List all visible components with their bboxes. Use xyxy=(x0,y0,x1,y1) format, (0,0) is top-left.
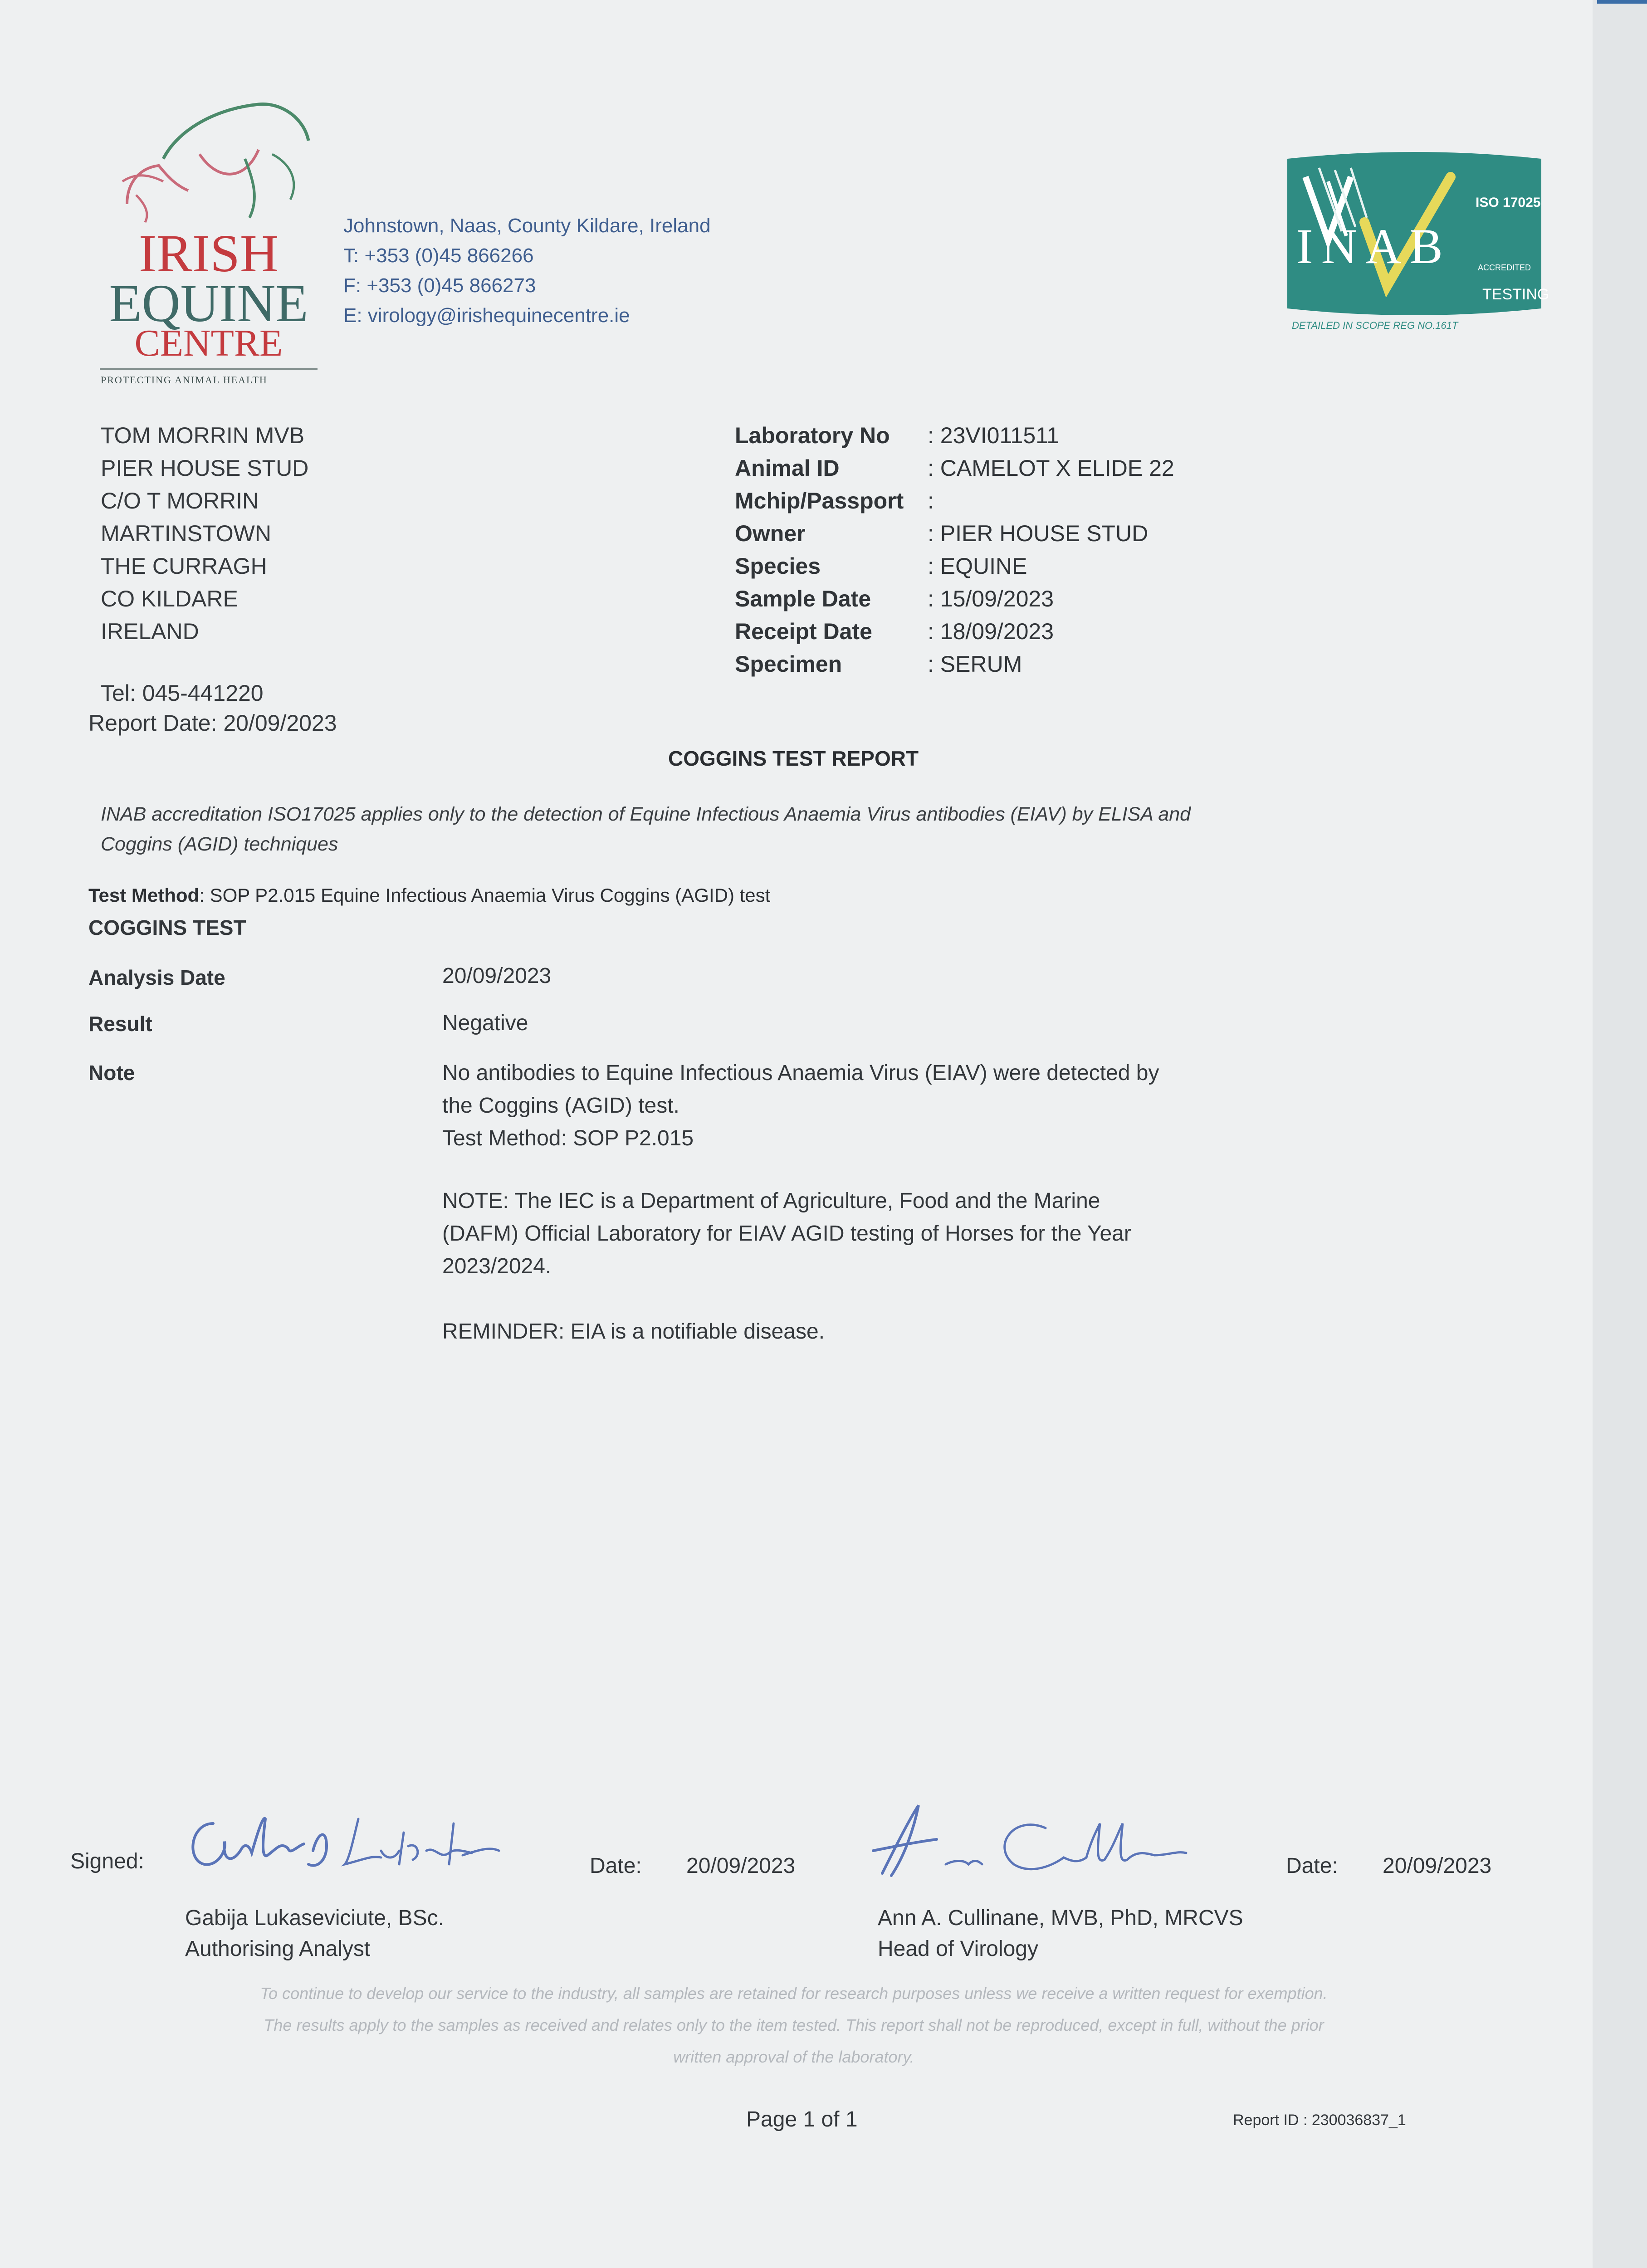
logo-tagline: PROTECTING ANIMAL HEALTH xyxy=(101,374,268,386)
dafm-note xyxy=(442,1185,1131,1283)
lab-label: Species xyxy=(735,553,821,579)
head-name: Ann A. Cullinane, MVB, PhD, MRCVS xyxy=(878,1906,1243,1930)
lab-value: : xyxy=(928,488,934,513)
logo-word-equine: EQUINE xyxy=(109,274,308,333)
report-id: Report ID : 230036837_1 xyxy=(1233,2112,1406,2129)
recipient-address xyxy=(101,419,308,648)
test-method-label: Test Method xyxy=(88,885,200,906)
page-number: Page 1 of 1 xyxy=(746,2107,858,2131)
analyst-signature xyxy=(181,1796,508,1887)
contact-address: Johnstown, Naas, County Kildare, Ireland xyxy=(343,215,711,237)
address-line: CO KILDARE xyxy=(101,586,238,611)
note-line: No antibodies to Equine Infectious Anaemia Virus (EIAV) were detected by xyxy=(442,1061,1159,1085)
contact-block xyxy=(343,211,711,331)
contact-fax: F: +353 (0)45 866273 xyxy=(343,274,536,297)
lab-label: Specimen xyxy=(735,651,842,677)
analyst-role: Authorising Analyst xyxy=(185,1937,371,1961)
address-line: THE CURRAGH xyxy=(101,553,267,579)
head-name-block xyxy=(878,1903,1243,1965)
accreditation-note-line: INAB accreditation ISO17025 applies only to the detection of Equine Infectious Anaemia Virus antibodies (EIAV) by ELISA and xyxy=(101,803,1191,825)
report-title: COGGINS TEST REPORT xyxy=(668,747,919,770)
test-method-line xyxy=(88,885,770,906)
note-text xyxy=(442,1057,1159,1155)
analyst-name-block xyxy=(185,1903,444,1965)
contact-phone: T: +353 (0)45 866266 xyxy=(343,244,534,267)
disclaimer-line: written approval of the laboratory. xyxy=(673,2048,914,2066)
scan-edge xyxy=(1593,0,1647,2268)
lab-value: : SERUM xyxy=(928,651,1022,677)
lab-label: Sample Date xyxy=(735,586,871,611)
note-line: the Coggins (AGID) test. xyxy=(442,1094,679,1118)
inab-iso-label: ISO 17025 xyxy=(1476,195,1541,210)
lab-label: Animal ID xyxy=(735,455,840,481)
irish-equine-centre-logo xyxy=(91,91,327,399)
logo-word-irish: IRISH xyxy=(138,224,279,283)
horse-logo-icon xyxy=(109,91,327,227)
result-value: Negative xyxy=(442,1011,528,1035)
report-date: Report Date: 20/09/2023 xyxy=(88,710,337,736)
test-method-value: : SOP P2.015 Equine Infectious Anaemia Virus Coggins (AGID) test xyxy=(199,885,771,906)
scan-edge-mark xyxy=(1597,0,1647,4)
footer-disclaimer xyxy=(0,1978,1588,2073)
contact-email: E: virology@irishequinecentre.ie xyxy=(343,304,630,327)
signed-label: Signed: xyxy=(70,1849,144,1873)
recipient-tel: Tel: 045-441220 xyxy=(101,680,264,706)
inab-accredited-label: ACCREDITED xyxy=(1478,263,1531,272)
lab-label: Mchip/Passport xyxy=(735,488,904,513)
dafm-note-line: (DAFM) Official Laboratory for EIAV AGID testing of Horses for the Year xyxy=(442,1222,1131,1246)
head-date: 20/09/2023 xyxy=(1383,1854,1492,1878)
analyst-name: Gabija Lukaseviciute, BSc. xyxy=(185,1906,444,1930)
result-label: Result xyxy=(88,1012,152,1036)
lab-value: : 18/09/2023 xyxy=(928,619,1054,644)
analyst-date-label: Date: xyxy=(590,1854,642,1878)
accreditation-note xyxy=(101,799,1191,859)
lab-value: : 15/09/2023 xyxy=(928,586,1054,611)
inab-accreditation-badge xyxy=(1287,150,1549,336)
analysis-date-value: 20/09/2023 xyxy=(442,964,552,988)
lab-label: Receipt Date xyxy=(735,619,872,644)
address-line: PIER HOUSE STUD xyxy=(101,455,309,481)
logo-divider xyxy=(100,368,318,370)
inab-brand: INAB xyxy=(1296,219,1451,274)
head-date-label: Date: xyxy=(1286,1854,1338,1878)
head-role: Head of Virology xyxy=(878,1937,1038,1961)
note-line: Test Method: SOP P2.015 xyxy=(442,1126,694,1150)
disclaimer-line: To continue to develop our service to the industry, all samples are retained for research purposes unless we receive a written request for exemption. xyxy=(260,1984,1328,2003)
lab-label: Owner xyxy=(735,521,806,546)
reminder-text: REMINDER: EIA is a notifiable disease. xyxy=(442,1320,825,1344)
lab-value: : CAMELOT X ELIDE 22 xyxy=(928,455,1174,481)
section-title: COGGINS TEST xyxy=(88,916,246,939)
note-label: Note xyxy=(88,1061,135,1085)
analysis-date-label: Analysis Date xyxy=(88,966,225,989)
dafm-note-line: 2023/2024. xyxy=(442,1254,552,1278)
inab-testing-label: TESTING xyxy=(1482,286,1549,303)
logo-word-centre: CENTRE xyxy=(134,322,283,364)
lab-value: : PIER HOUSE STUD xyxy=(928,521,1149,546)
address-line: TOM MORRIN MVB xyxy=(101,423,305,448)
inab-scope-label: DETAILED IN SCOPE REG NO.161T xyxy=(1292,320,1458,331)
address-line: C/O T MORRIN xyxy=(101,488,259,513)
dafm-note-line: NOTE: The IEC is a Department of Agriculture, Food and the Marine xyxy=(442,1189,1100,1213)
lab-value: : 23VI011511 xyxy=(928,423,1060,448)
head-signature xyxy=(841,1796,1204,1887)
disclaimer-line: The results apply to the samples as received and relates only to the item tested. This report shall not be reproduced, except in full, without the prior xyxy=(264,2016,1324,2034)
analyst-date: 20/09/2023 xyxy=(686,1854,796,1878)
address-line: MARTINSTOWN xyxy=(101,521,271,546)
lab-label: Laboratory No xyxy=(735,423,890,448)
address-line: IRELAND xyxy=(101,619,199,644)
accreditation-note-line: Coggins (AGID) techniques xyxy=(101,833,338,855)
lab-value: : EQUINE xyxy=(928,553,1027,579)
